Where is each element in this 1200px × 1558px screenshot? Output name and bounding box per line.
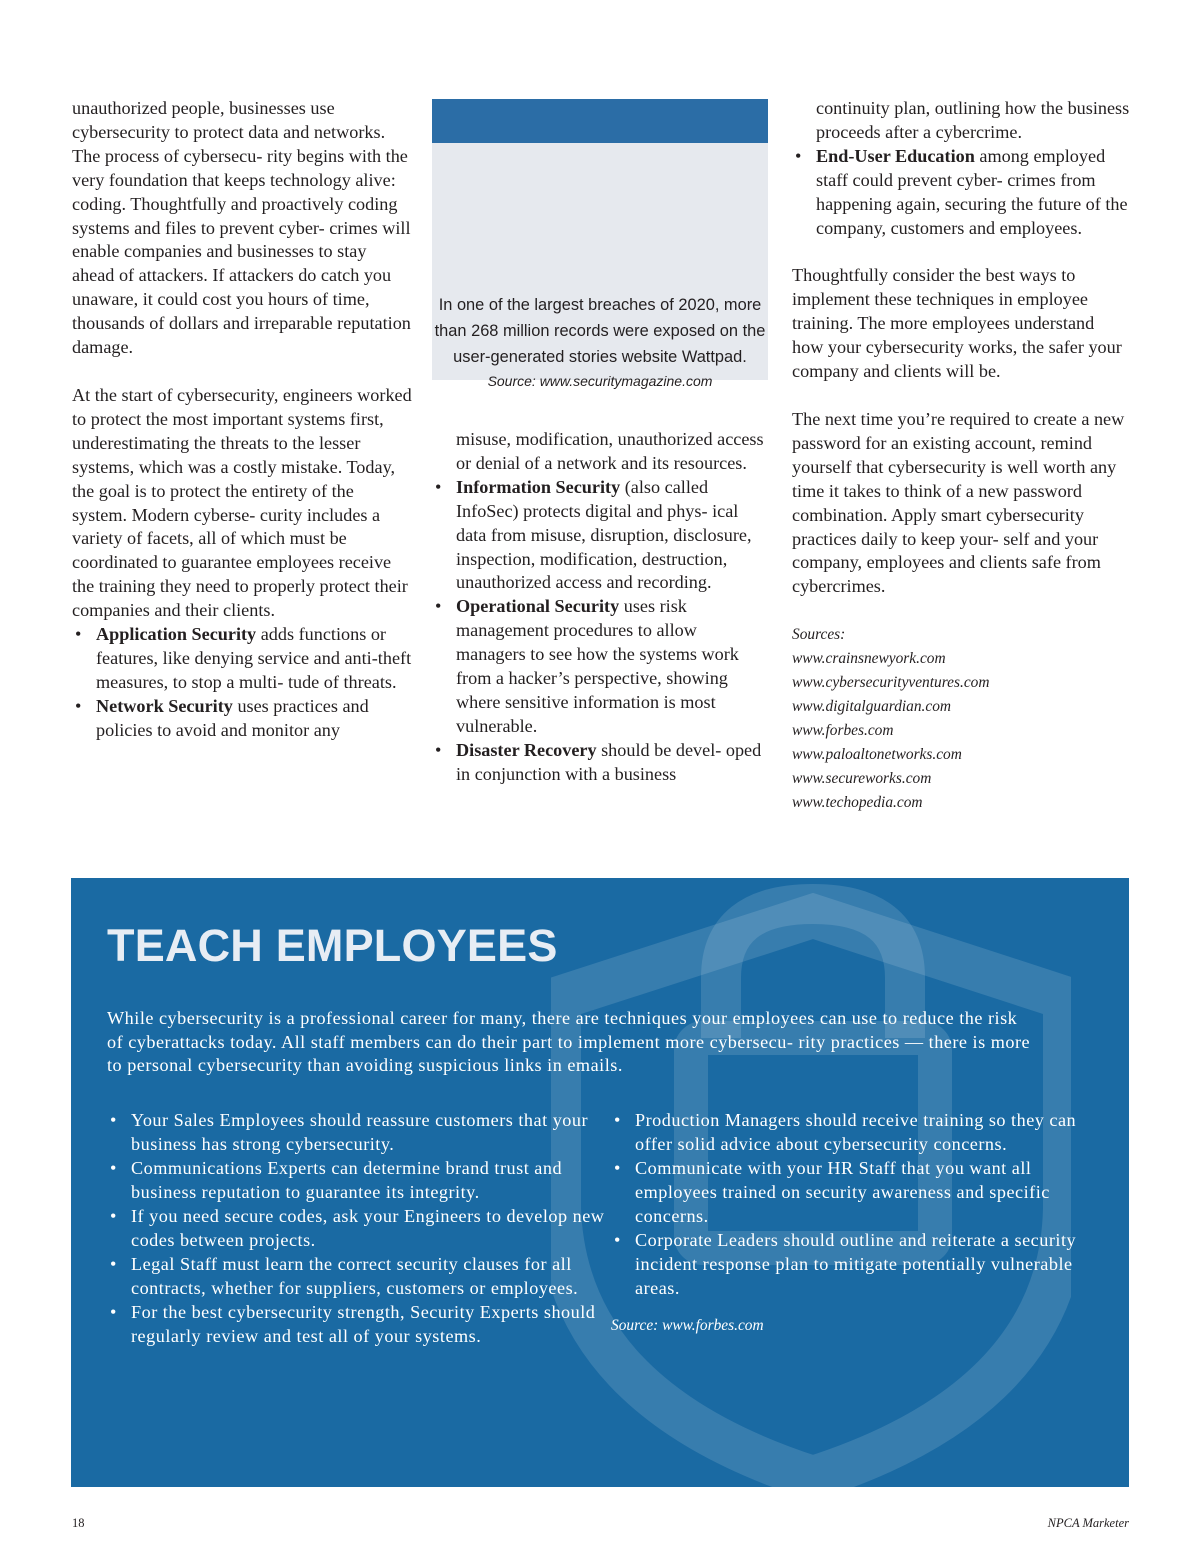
list-item: [72, 695, 412, 743]
teach-employees-panel: [71, 878, 1129, 1487]
column-middle: [432, 428, 768, 787]
sources-label: Sources:: [792, 626, 846, 644]
list-item: • If you need secure codes, ask your Engineers to develop new codes between projects.: [107, 1204, 607, 1252]
source-link: www.paloaltonetworks.com: [792, 745, 962, 763]
list-item: • Communicate with your HR Staff that you want all employees trained on security awareness and specific concerns.: [611, 1156, 1091, 1228]
list-item-term: Information Security: [456, 476, 621, 497]
body-paragraph: The next time you’re required to create a new password for an existing account, remind yourself that cybersecurity is well worth any time it takes to think of a new password combination. Apply smart cybersecurity practices daily to keep your- self and your company, employees and clients safe from cybercrimes.: [792, 408, 1125, 597]
callout-header-bar: [432, 99, 768, 143]
source-link: www.crainsnewyork.com: [792, 650, 946, 668]
list-item-term: End-User Education: [816, 145, 975, 166]
sources-list: [792, 623, 1130, 814]
source-link: www.techopedia.com: [792, 793, 923, 811]
list-item-text: should be devel- oped in conjunction with a business: [456, 739, 762, 784]
teach-list-right: [611, 1108, 1091, 1338]
source-link: www.secureworks.com: [792, 769, 932, 787]
body-paragraph: continuity plan, outlining how the business proceeds after a cybercrime.: [816, 98, 1130, 142]
callout-statement: In one of the largest breaches of 2020, more than 268 million records were exposed on the user-generated stories website Wattpad.: [434, 296, 766, 366]
list-item: [72, 623, 412, 695]
list-item: • For the best cybersecurity strength, Security Experts should regularly review and test all of your systems.: [107, 1300, 607, 1348]
list-item-text: (also called InfoSec) protects digital and phys- ical data from misuse, disruption, disclosure, inspection, modification, destruction, unauthorized access and recording.: [456, 476, 752, 593]
list-item: • Communications Experts can determine brand trust and business reputation to guarantee its integrity.: [107, 1156, 607, 1204]
list-item-term: Operational Security: [456, 596, 620, 617]
list-item: • Production Managers should receive training so they can offer solid advice about cybersecurity concerns.: [611, 1108, 1091, 1156]
section-title: TEACH EMPLOYEES: [107, 920, 558, 971]
list-item-text: adds functions or features, like denying service and anti-theft measures, to stop a multi- tude of threats.: [96, 624, 412, 692]
body-paragraph: misuse, modification, unauthorized access or denial of a network and its resources.: [456, 429, 764, 473]
list-item-text: uses practices and policies to avoid and monitor any: [96, 695, 369, 740]
list-item-term: Network Security: [96, 695, 233, 716]
statistic-callout: [432, 99, 768, 389]
list-item: • Corporate Leaders should outline and reiterate a security incident response plan to mitigate potentially vulnerable areas.: [611, 1228, 1091, 1300]
list-item: • Legal Staff must learn the correct security clauses for all contracts, whether for suppliers, customers or employees.: [107, 1252, 607, 1300]
callout-text: [432, 292, 768, 392]
list-item: [432, 595, 768, 738]
list-item-text: among employed staff could prevent cyber- crimes from happening again, securing the future of the company, customers and employees.: [816, 145, 1128, 238]
list-item: [432, 739, 768, 787]
column-right: [792, 97, 1130, 814]
list-item-text: uses risk management procedures to allow managers to see how the systems work from a hacker’s perspective, showing where sensitive information is most vulnerable.: [456, 596, 739, 736]
body-paragraph: Thoughtfully consider the best ways to implement these techniques in employee training. The more employees understand how your cybersecurity works, the safer your company and clients will be.: [792, 265, 1122, 382]
section-source: Source: www.forbes.com: [611, 1317, 764, 1334]
source-link: www.digitalguardian.com: [792, 697, 952, 715]
callout-source: Source: www.securitymagazine.com: [487, 373, 713, 389]
body-paragraph: At the start of cybersecurity, engineers worked to protect the most important systems first, underestimating the threats to the lesser systems, which was a costly mistake. Today, the goal is to protect the entirety of the system. Modern cyberse- curity includes a variety of facets, all of which must be coordinated to guarantee employees receive the training they need to properly protect their companies and their clients.: [72, 384, 412, 621]
source-link: www.cybersecurityventures.com: [792, 674, 990, 692]
publication-name: NPCA Marketer: [1047, 1516, 1129, 1530]
page-number: 18: [72, 1516, 85, 1530]
body-paragraph: unauthorized people, businesses use cybersecurity to protect data and networks. The process of cybersecu- rity begins with the very foundation that keeps technology alive: coding. Thoughtfully and proactively coding systems and files to prevent cyber- crimes will enable companies and businesses to stay ahead of attackers. If attackers do catch you unaware, it could cost you hours of time, thousands of dollars and irreparable reputation damage.: [72, 98, 411, 358]
teach-list-left: [107, 1108, 607, 1348]
list-item: • Your Sales Employees should reassure customers that your business has strong cybersecurity.: [107, 1108, 607, 1156]
source-link: www.forbes.com: [792, 721, 894, 739]
list-item: [432, 476, 768, 596]
section-intro: While cybersecurity is a professional career for many, there are techniques your employees can use to reduce the risk of cyberattacks today. All staff members can do their part to implement more cybersecu- rity practices — there is more to personal cybersecurity than avoiding suspicious links in emails.: [107, 1008, 1031, 1075]
list-item-term: Disaster Recovery: [456, 739, 597, 760]
column-left: [72, 97, 412, 743]
list-item-term: Application Security: [96, 624, 257, 645]
list-item: [792, 145, 1130, 241]
